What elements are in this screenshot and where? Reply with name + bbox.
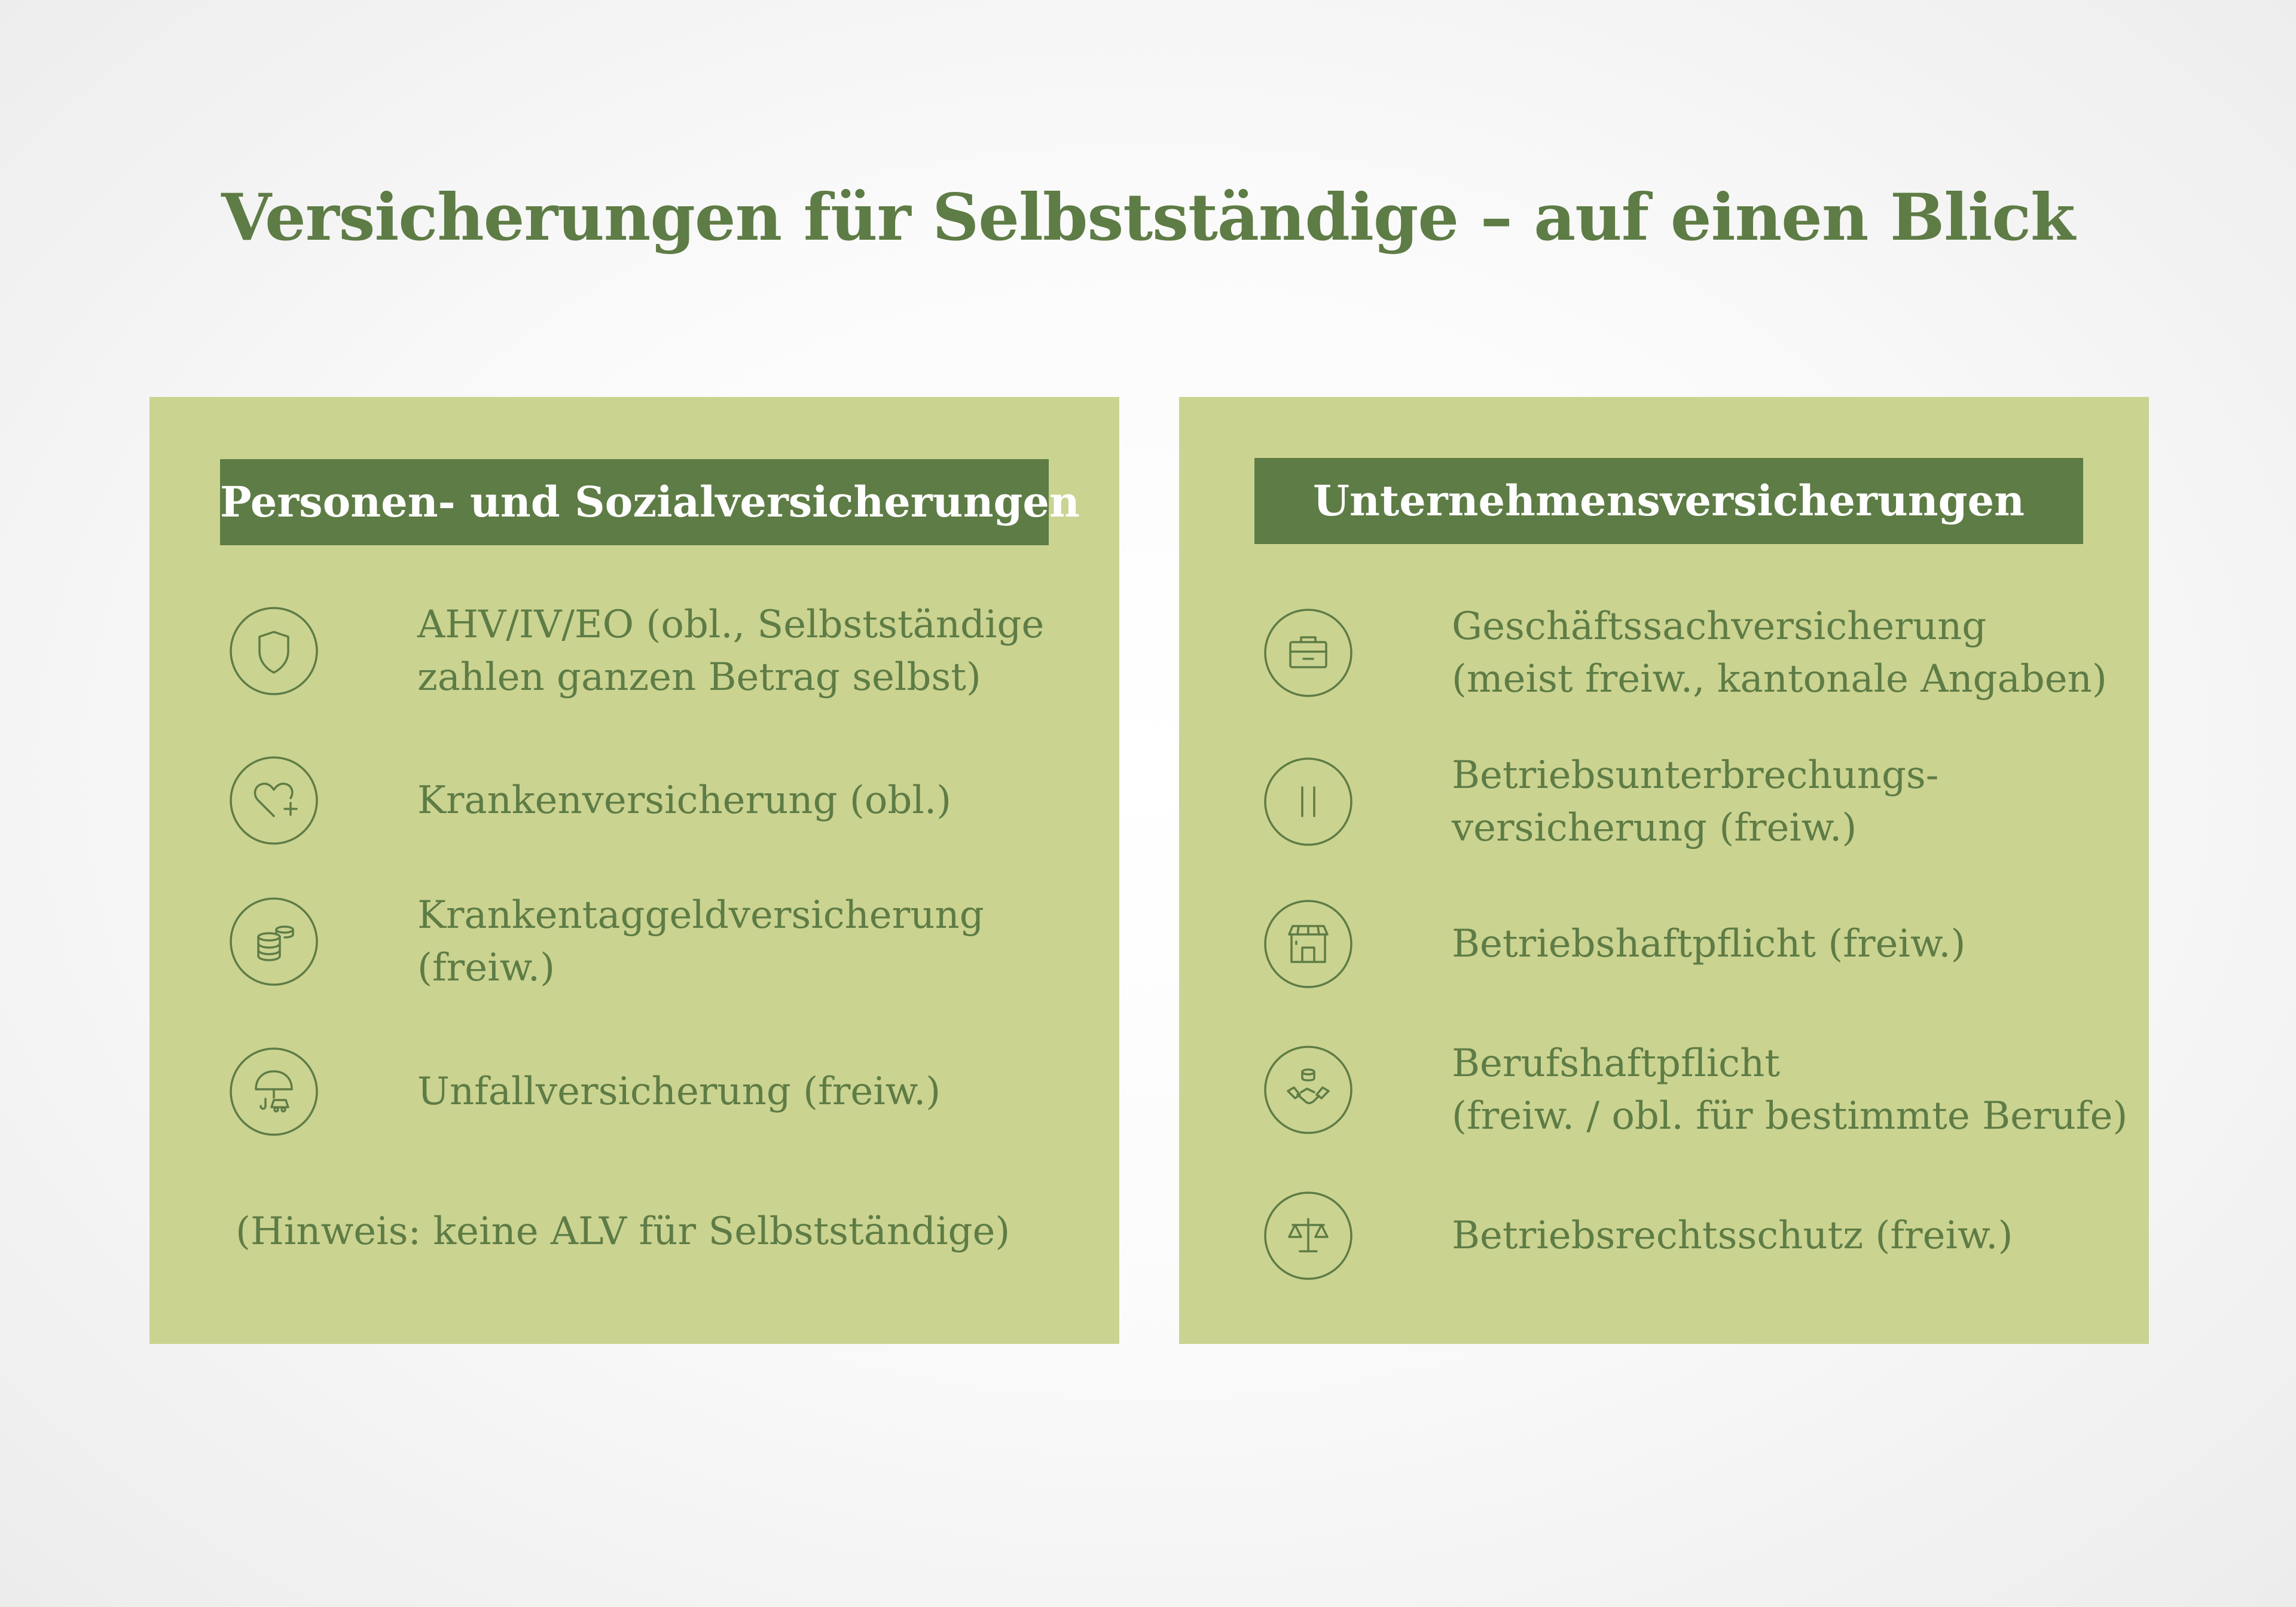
personal-insurance-panel (149, 397, 1119, 1344)
business-insurance-header: Unternehmensversicherungen (1254, 458, 2083, 544)
heart-plus-icon (230, 756, 318, 845)
list-item (1179, 751, 2149, 853)
list-item (149, 750, 1119, 851)
list-item (149, 600, 1119, 702)
item-text: Unfallversicherung (freiw.) (417, 1070, 941, 1114)
storefront-icon (1264, 900, 1352, 988)
item-text: Krankentaggeldversicherung (freiw.) (417, 893, 984, 990)
briefcase-icon (1264, 609, 1352, 697)
umbrella-accident-icon (230, 1047, 318, 1136)
handshake-coins-icon (1264, 1046, 1352, 1134)
business-insurance-panel (1179, 397, 2149, 1344)
list-item (1179, 1185, 2149, 1287)
personal-insurance-header: Personen- und Sozialversicherungen (220, 459, 1049, 545)
list-item (1179, 893, 2149, 995)
item-text: Betriebshaftpflicht (freiw.) (1452, 922, 1966, 966)
coins-icon (230, 897, 318, 986)
pause-icon (1264, 757, 1352, 846)
list-item (1179, 1039, 2149, 1141)
page-title: Versicherungen für Selbstständige – auf einen Blick (221, 180, 2075, 255)
list-item (149, 891, 1119, 992)
list-item (149, 1041, 1119, 1142)
item-text: Geschäftssachversicherung (meist freiw., kantonale Angaben) (1452, 604, 2107, 701)
scales-icon (1264, 1191, 1352, 1280)
item-text: Krankenversicherung (obl.) (417, 778, 952, 823)
shield-icon (230, 607, 318, 695)
item-text: Betriebsrechtsschutz (freiw.) (1452, 1214, 2013, 1258)
item-text: Berufshaftpflicht (freiw. / obl. für bestimmte Berufe) (1452, 1041, 2128, 1138)
item-text: AHV/IV/EO (obl., Selbstständige zahlen ganzen Betrag selbst) (417, 603, 1045, 699)
list-item (1179, 602, 2149, 704)
item-text: Betriebsunterbrechungs- versicherung (freiw.) (1452, 753, 1939, 850)
alv-note: (Hinweis: keine ALV für Selbstständige) (236, 1209, 1010, 1254)
